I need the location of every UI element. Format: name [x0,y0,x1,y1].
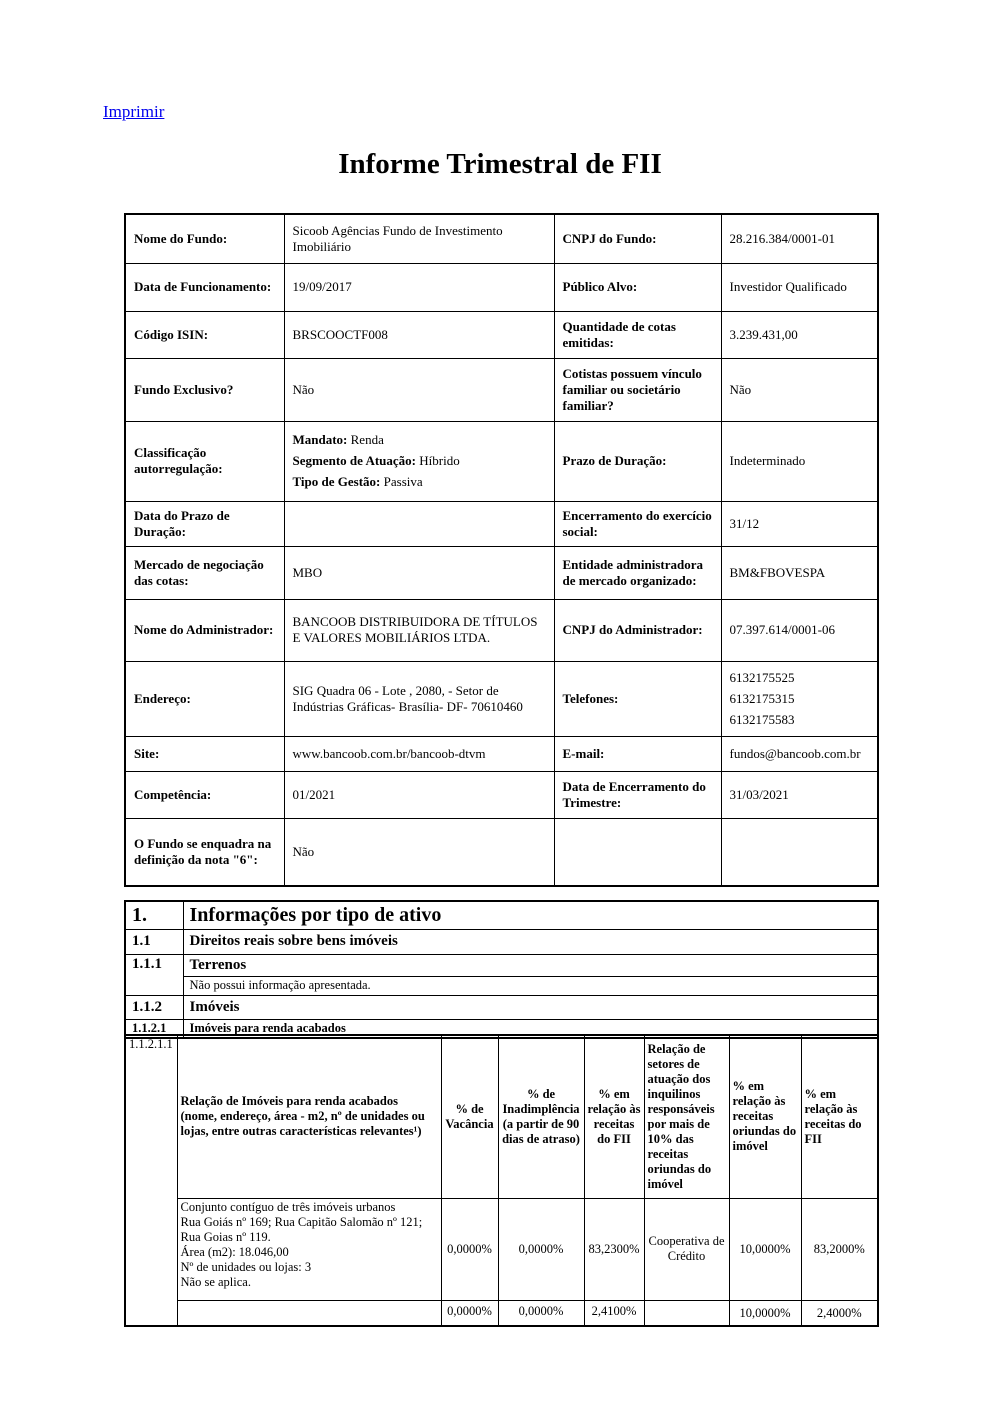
tenant-sector [644,1300,729,1326]
field-label: Nome do Fundo: [125,214,284,263]
table-row [125,736,878,771]
field-label: O Fundo se enquadra na definição da nota "6": [125,818,284,886]
column-header-description: Relação de Imóveis para renda acabados (nome, endereço, área - m2, nº de unidades ou lojas, entre outras características relevantes¹) [177,1035,441,1198]
field-value: 07.397.614/0001-06 [721,599,878,661]
classification-value: Passiva [380,474,423,489]
column-header-property-revenue: % em relação às receitas oriundas do imóvel [729,1035,801,1198]
field-value [721,818,878,886]
table-row [125,311,878,358]
section-row [125,995,878,1019]
field-label: Quantidade de cotas emitidas: [554,311,721,358]
field-label: Site: [125,736,284,771]
table-row [125,214,878,263]
table-row [125,1300,878,1326]
field-label: Cotistas possuem vínculo familiar ou societário familiar? [554,358,721,421]
classification-key: Tipo de Gestão: [292,474,381,489]
field-label: Entidade administradora de mercado organizado: [554,546,721,599]
field-value: Não [284,358,554,421]
section-number: 1.1 [125,929,183,954]
section-number: 1.1.2.1.1 [125,1035,177,1326]
property-description [177,1300,441,1326]
phone-number: 6132175315 [729,690,795,706]
table-row [125,1198,878,1300]
section-title: Terrenos [183,954,878,976]
vacancy-value: 0,0000% [441,1198,498,1300]
section-row [125,901,878,929]
field-label: Fundo Exclusivo? [125,358,284,421]
property-description-line: Conjunto contíguo de três imóveis urbanos [180,1199,396,1214]
print-link[interactable]: Imprimir [103,102,165,121]
field-value: Indeterminado [721,421,878,501]
field-label: Telefones: [554,661,721,736]
page-title: Informe Trimestral de FII [338,148,662,180]
fii-revenue-value: 83,2300% [584,1198,644,1300]
field-value: www.bancoob.com.br/bancoob-dtvm [284,736,554,771]
section-title: Direitos reais sobre bens imóveis [183,929,878,954]
section-index-table [124,900,879,1039]
field-value [721,661,878,736]
field-value: Sicoob Agências Fundo de Investimento Imobiliário [284,214,554,263]
column-header-fii-revenue2: % em relação às receitas do FII [801,1035,878,1198]
classification-value: Híbrido [416,453,460,468]
column-header-vacancy: % de Vacância [441,1035,498,1198]
field-label: CNPJ do Fundo: [554,214,721,263]
table-row [125,501,878,546]
property-description-line: Área (m2): 18.046,00 [180,1244,289,1259]
field-label: CNPJ do Administrador: [554,599,721,661]
section-row [125,929,878,954]
income-properties-table [124,1034,879,1327]
classification-line [293,432,548,448]
section-number: 1.1.1 [125,954,183,995]
classification-key: Segmento de Atuação: [292,453,416,468]
field-label: Data do Prazo de Duração: [125,501,284,546]
field-label: Mercado de negociação das cotas: [125,546,284,599]
table-row [125,546,878,599]
classification-value: Renda [347,432,384,447]
table-row [125,771,878,818]
property-revenue-value: 10,0000% [729,1198,801,1300]
fund-info-table [124,213,879,887]
section-title: Informações por tipo de ativo [183,901,878,929]
table-row [125,818,878,886]
field-label: Público Alvo: [554,263,721,311]
column-header-fii-revenue: % em relação às receitas do FII [584,1035,644,1198]
fii-revenue2-value: 2,4000% [801,1300,878,1326]
field-value: 01/2021 [284,771,554,818]
property-description [177,1198,441,1300]
default-rate-value: 0,0000% [498,1300,584,1326]
field-label: Data de Encerramento do Trimestre: [554,771,721,818]
property-revenue-value: 10,0000% [729,1300,801,1326]
field-label: Competência: [125,771,284,818]
field-value: 31/03/2021 [721,771,878,818]
section-title: Imóveis para renda acabados [183,1019,878,1038]
field-value: 19/09/2017 [284,263,554,311]
field-label: Encerramento do exercício social: [554,501,721,546]
table-header-row [125,1035,878,1198]
field-label: Classificação autorregulação: [125,421,284,501]
field-value: BM&FBOVESPA [721,546,878,599]
classification-line [293,474,548,490]
phone-number: 6132175583 [729,711,795,727]
field-value [284,421,554,501]
field-label: Endereço: [125,661,284,736]
field-value: BANCOOB DISTRIBUIDORA DE TÍTULOS E VALORES MOBILIÁRIOS LTDA. [284,599,554,661]
field-label: Prazo de Duração: [554,421,721,501]
field-value: fundos@bancoob.com.br [721,736,878,771]
field-label: Código ISIN: [125,311,284,358]
column-header-sectors: Relação de setores de atuação dos inquilinos responsáveis por mais de 10% das receitas oriundas do imóvel [644,1035,729,1198]
vacancy-value: 0,0000% [441,1300,498,1326]
field-value: 28.216.384/0001-01 [721,214,878,263]
field-value: MBO [284,546,554,599]
classification-line [293,453,548,469]
field-value: Não [284,818,554,886]
default-rate-value: 0,0000% [498,1198,584,1300]
table-row [125,421,878,501]
section-number: 1.1.2.1 [125,1019,183,1038]
table-row [125,661,878,736]
field-label [554,818,721,886]
property-description-line: Rua Goiás nº 169; Rua Capitão Salomão nº 121; Rua Goias nº 119. [180,1214,423,1244]
column-header-default: % de Inadimplência (a partir de 90 dias de atraso) [498,1035,584,1198]
section-row [125,976,878,995]
section-title: Imóveis [183,995,878,1019]
section-number: 1.1.2 [125,995,183,1019]
field-value [284,501,554,546]
field-value: SIG Quadra 06 - Lote , 2080, - Setor de Indústrias Gráficas- Brasília- DF- 70610460 [284,661,554,736]
field-label: Nome do Administrador: [125,599,284,661]
field-label: E-mail: [554,736,721,771]
fii-revenue2-value: 83,2000% [801,1198,878,1300]
tenant-sector: Cooperativa de Crédito [644,1198,729,1300]
field-label: Data de Funcionamento: [125,263,284,311]
fii-revenue-value: 2,4100% [584,1300,644,1326]
field-value: 3.239.431,00 [721,311,878,358]
table-row [125,263,878,311]
table-row [125,358,878,421]
field-value: Investidor Qualificado [721,263,878,311]
classification-key: Mandato: [292,432,348,447]
property-description-line: Nº de unidades ou lojas: 3 [180,1259,312,1274]
field-value: Não [721,358,878,421]
property-description-line: Não se aplica. [180,1274,251,1289]
table-row [125,599,878,661]
section-number: 1. [125,901,183,929]
phone-number: 6132175525 [729,669,795,685]
section-row [125,954,878,976]
section-note: Não possui informação apresentada. [183,976,878,995]
field-value: 31/12 [721,501,878,546]
field-value: BRSCOOCTF008 [284,311,554,358]
